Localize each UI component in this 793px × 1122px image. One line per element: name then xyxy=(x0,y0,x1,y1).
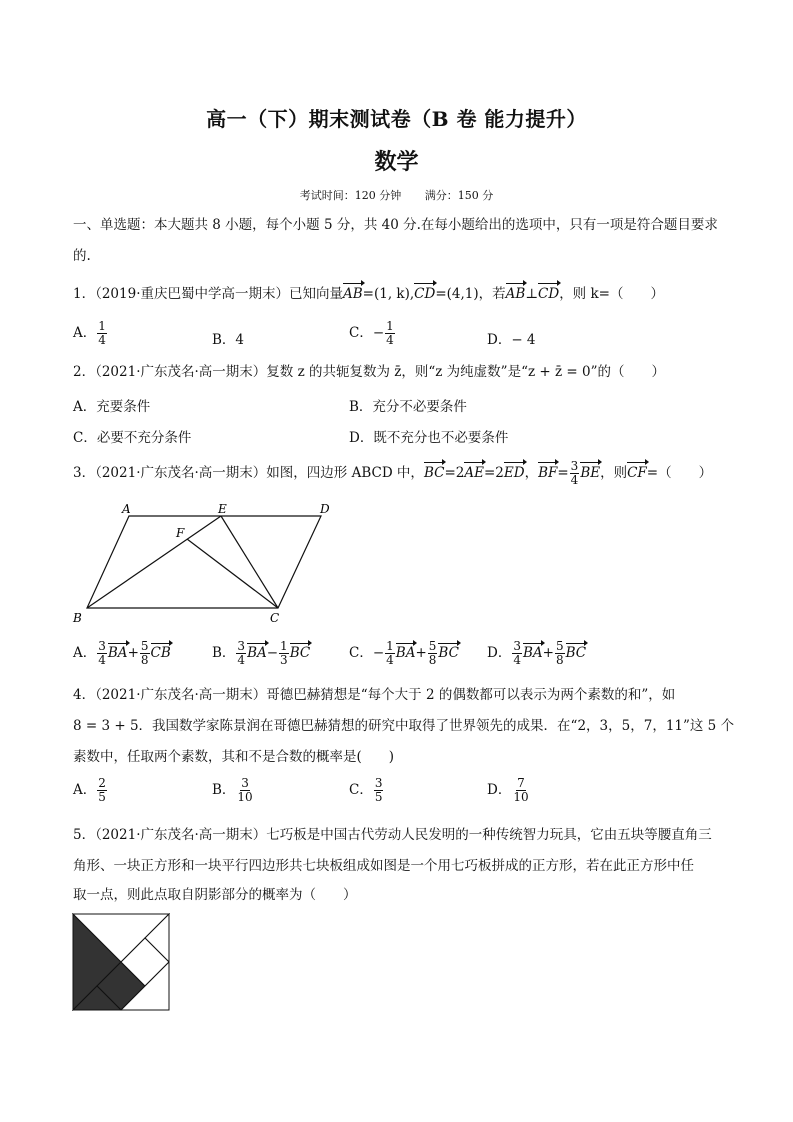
page-title: 高一（下）期末测试卷（B 卷 能力提升） xyxy=(206,107,587,131)
question-5-stem-line2: 角形、一块正方形和一块平行四边形共七块板组成如图是一个用七巧板拼成的正方形，若在此正方形中任 xyxy=(73,858,694,874)
question-4-stem-line1: 4．（2021·广东茂名·高一期末）哥德巴赫猜想是“每个大于 2 的偶数都可以表示为两个素数的和”，如 xyxy=(73,687,676,703)
question-5-stem-line3: 取一点，则此点取自阴影部分的概率为（ ） xyxy=(73,887,357,903)
question-4-stem-line3: 素数中，任取两个素数，其和不是合数的概率是( ) xyxy=(73,749,395,765)
question-4-option-d[interactable]: D． $\frac{7}{10}$ xyxy=(487,776,529,804)
subject-heading: 数学 xyxy=(374,149,419,175)
question-3-stem: 3．（2021·广东茂名·高一期末）如图，四边形 ABCD 中，BC=2AE=2ED，BF= $\frac{3}{4}$ BE，则CF=（ ） xyxy=(73,459,713,487)
segment-fc xyxy=(187,539,278,608)
segment-ec xyxy=(221,516,278,608)
question-1-option-d[interactable]: D．− 4 xyxy=(487,332,536,348)
question-4-stem-line2: 8 = 3 + 5．我国数学家陈景润在哥德巴赫猜想的研究中取得了世界领先的成果．在“2，3，5，7，11”这 5 个 xyxy=(73,718,735,734)
segment-be xyxy=(87,516,221,608)
label-c: C xyxy=(270,611,280,625)
quadrilateral-figure xyxy=(70,500,340,630)
exam-score: 满分：150 分 xyxy=(424,189,494,202)
question-2-option-c[interactable]: C．必要不充分条件 xyxy=(73,430,192,446)
question-3-option-b[interactable]: B． $\frac{3}{4}$ BA− $\frac{1}{3}$ BC xyxy=(212,639,311,667)
tangram-figure xyxy=(72,913,170,1011)
question-4-option-b[interactable]: B． $\frac{3}{10}$ xyxy=(212,776,253,804)
exam-info xyxy=(0,187,793,203)
question-2-stem: 2．（2021·广东茂名·高一期末）复数 z 的共轭复数为 z̄，则“z 为纯虚数”是“z + z̄ = 0”的（ ） xyxy=(73,364,665,380)
question-1-option-b[interactable]: B．4 xyxy=(212,332,245,348)
label-f: F xyxy=(176,526,185,540)
question-2-option-d[interactable]: D．既不充分也不必要条件 xyxy=(349,430,509,446)
quadrilateral-abcd xyxy=(87,516,321,608)
exam-time: 考试时间：120 分钟 xyxy=(299,189,402,202)
question-2-option-b[interactable]: B．充分不必要条件 xyxy=(349,399,467,415)
question-3-option-c[interactable]: C．− $\frac{1}{4}$ BA+ $\frac{5}{8}$ BC xyxy=(349,639,459,667)
question-4-option-a[interactable]: A． $\frac{2}{5}$ xyxy=(73,776,106,804)
label-b: B xyxy=(73,611,82,625)
question-5-stem-line1: 5．（2021·广东茂名·高一期末）七巧板是中国古代劳动人民发明的一种传统智力玩具，它由五块等腰直角三 xyxy=(73,827,712,843)
question-3-option-a[interactable]: A． $\frac{3}{4}$ BA+ $\frac{5}{8}$ CB xyxy=(73,639,171,667)
question-1-option-a[interactable]: A． $\frac{1}{4}$ xyxy=(73,319,106,347)
question-3-option-d[interactable]: D． $\frac{3}{4}$ BA+ $\frac{5}{8}$ BC xyxy=(487,639,587,667)
section-intro-line1: 一、单选题：本大题共 8 小题，每个小题 5 分，共 40 分.在每小题给出的选项中，只有一项是符合题目要求 xyxy=(73,217,718,233)
label-a: A xyxy=(122,502,131,516)
question-1-stem: 1．（2019·重庆巴蜀中学高一期末）已知向量AB=(1, k),CD=(4,1)，若AB⊥CD，则 k=（ ） xyxy=(73,286,664,302)
section-intro-line2: 的. xyxy=(73,248,91,264)
question-4-option-c[interactable]: C． $\frac{3}{5}$ xyxy=(349,776,383,804)
question-2-option-a[interactable]: A．充要条件 xyxy=(73,399,151,415)
label-e: E xyxy=(218,502,227,516)
question-1-option-c[interactable]: C．− $\frac{1}{4}$ xyxy=(349,319,394,347)
label-d: D xyxy=(320,502,330,516)
